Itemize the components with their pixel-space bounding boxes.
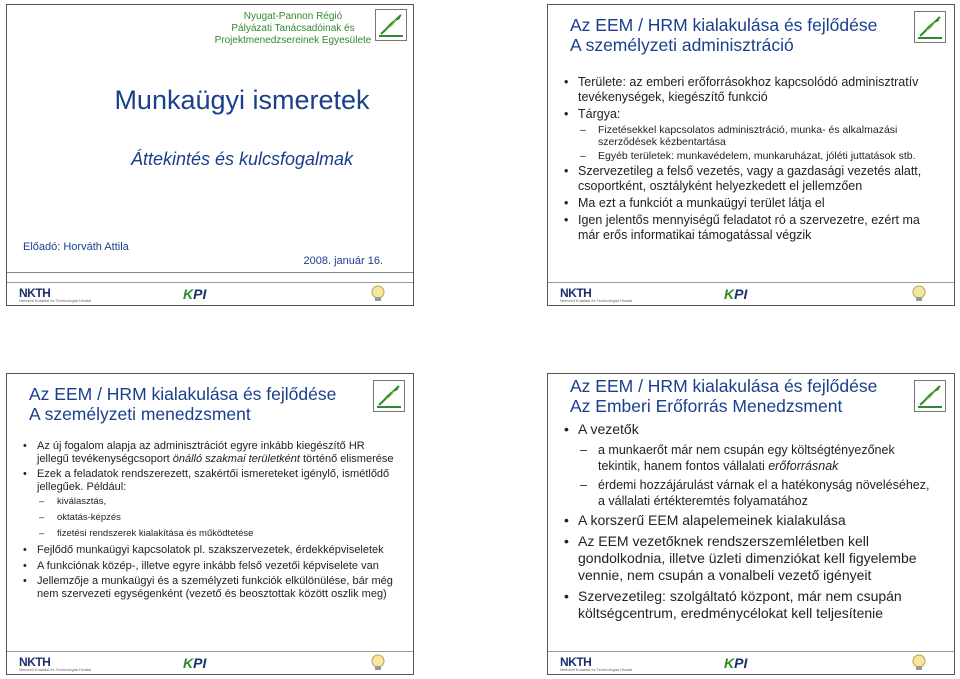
slide-footer — [548, 282, 954, 305]
bullet-text: Jellemzője a munkaügyi és a személyzeti funkciók elkülönülése, bár még nem szervezeti egységenként (vezető és beosztottak között oszlik meg) — [37, 575, 393, 600]
bullet-item — [564, 196, 939, 211]
org-logo-icon — [373, 380, 405, 412]
bullet-text: Területe: az emberi erőforrásokhoz kapcsolódó adminisztratív tevékenységek, kiegészítő funkció — [578, 75, 919, 104]
bullet-text: Fizetésekkel kapcsolatos adminisztráció, munka- és alkalmazási szerződések kézbentartása — [598, 124, 898, 148]
bullet-item — [564, 421, 939, 438]
sub-bullet-item — [23, 528, 398, 539]
sub-bullet-item — [23, 512, 398, 523]
bullet-item — [564, 107, 939, 122]
sub-bullet-item — [23, 496, 398, 507]
nkth-logo: NKTH Nemzeti Kutatási és Technológiai Hivatal — [560, 286, 633, 303]
sub-bullet-item — [564, 150, 939, 162]
slide-footer — [548, 651, 954, 674]
bullet-text: oktatás-képzés — [57, 512, 121, 523]
bullet-item — [23, 440, 398, 465]
lightbulb-icon — [908, 284, 930, 302]
bullet-item — [23, 575, 398, 600]
presenter-name: Előadó: Horváth Attila — [23, 241, 129, 253]
slide-hrm — [547, 373, 955, 675]
slide-personnel-management — [6, 373, 414, 675]
bullet-item — [564, 533, 939, 584]
bullet-list — [23, 440, 398, 603]
lightbulb-icon — [908, 653, 930, 671]
bullet-item — [23, 560, 398, 573]
bullet-item — [23, 468, 398, 493]
slide-title — [6, 4, 414, 306]
organization-name: Nyugat-Pannon Régió Pályázati Tanácsadóinak és Projektmenedzsereinek Egyesülete — [214, 11, 372, 46]
bullet-text: Ezek a feladatok rendszerezett, szakértői ismereteket igénylő, ismétlődő jellegűek. Például: — [37, 468, 390, 493]
bullet-item — [564, 75, 939, 105]
slide-footer — [7, 282, 413, 305]
bullet-text: erőforrásnak — [768, 459, 839, 473]
slide-title: Az EEM / HRM kialakulása és fejlődése Az Emberi Erőforrás Menedzsment — [570, 376, 878, 416]
slide-title: Az EEM / HRM kialakulása és fejlődése A személyzeti menedzsment — [29, 384, 337, 424]
org-logo-icon — [914, 11, 946, 43]
sub-bullet-item — [564, 442, 939, 474]
bullet-list — [564, 421, 939, 626]
slide-footer — [7, 651, 413, 674]
presentation-date: 2008. január 16. — [303, 255, 383, 267]
bullet-text: Igen jelentős mennyiségű feladatot ró a szervezetre, ezért ma már erős informatikai támogatással végzik — [578, 213, 920, 242]
slide-title: Az EEM / HRM kialakulása és fejlődése A személyzeti adminisztráció — [570, 15, 878, 55]
bullet-text: Tárgya: — [578, 107, 621, 121]
bullet-item — [23, 544, 398, 557]
presentation-subtitle: Áttekintés és kulcsfogalmak — [130, 149, 354, 169]
kpi-logo: KPI — [724, 286, 748, 302]
bullet-text: Az új fogalom alapja az adminisztrációt egyre inkább kiegészítő HR jellegű tevékenységcsoport — [37, 440, 365, 465]
bullet-text: a munkaerőt már nem csupán egy költségtényezőnek tekintik, hanem fontos vállalati — [598, 443, 895, 473]
bullet-text: Fejlődő munkaügyi kapcsolatok pl. szakszervezetek, érdekképviseletek — [37, 544, 384, 556]
kpi-logo: KPI — [183, 655, 207, 671]
nkth-logo: NKTH Nemzeti Kutatási és Technológiai Hivatal — [19, 286, 92, 303]
bullet-item — [564, 588, 939, 622]
bullet-text: önálló szakmai területként — [172, 452, 300, 465]
org-logo-icon — [914, 380, 946, 412]
bullet-text: Egyéb területek: munkavédelem, munkaruházat, jóléti juttatások stb. — [598, 150, 916, 162]
bullet-text: kiválasztás, — [57, 496, 107, 507]
bullet-item — [564, 213, 939, 243]
bullet-text: Szervezetileg: szolgáltató központ, már nem csupán költségcentrum, eredménycélokat kell teljesítenie — [578, 588, 902, 621]
bullet-text: A funkciónak közép-, illetve egyre inkább felső vezetői képviselete van — [37, 559, 379, 572]
slide-admin — [547, 4, 955, 306]
kpi-logo: KPI — [724, 655, 748, 671]
divider — [7, 272, 413, 273]
bullet-text: Az EEM vezetőknek rendszerszemléletben kell gondolkodnia, illetve üzleti dimenziókat kell figyelembe vennie, nem csupán a vonalbeli vezető igényeit — [578, 533, 917, 583]
sub-bullet-item — [564, 477, 939, 509]
org-logo-icon — [375, 9, 407, 41]
presentation-title: Munkaügyi ismeretek — [114, 85, 370, 115]
lightbulb-icon — [367, 653, 389, 671]
bullet-text: Ma ezt a funkciót a munkaügyi terület látja el — [578, 196, 825, 210]
bullet-text: történő elismerése — [299, 452, 394, 465]
bullet-text: fizetési rendszerek kialakítása és működtetése — [57, 528, 254, 539]
bullet-text: érdemi hozzájárulást várnak el a hatékonyság növeléséhez, a vállalati értékteremtés folyamatához — [598, 478, 930, 508]
sub-bullet-item — [564, 124, 939, 148]
nkth-logo: NKTH Nemzeti Kutatási és Technológiai Hivatal — [19, 655, 92, 672]
bullet-list — [564, 75, 939, 245]
lightbulb-icon — [367, 284, 389, 302]
bullet-item — [564, 164, 939, 194]
nkth-logo: NKTH Nemzeti Kutatási és Technológiai Hivatal — [560, 655, 633, 672]
bullet-text: Szervezetileg a felső vezetés, vagy a gazdasági vezetés alatt, csoportként, osztályként helyezkedett el jellemzően — [578, 164, 922, 193]
kpi-logo: KPI — [183, 286, 207, 302]
bullet-item — [564, 512, 939, 529]
bullet-text: A vezetők — [578, 421, 639, 437]
bullet-text: A korszerű EEM alapelemeinek kialakulása — [578, 512, 846, 528]
